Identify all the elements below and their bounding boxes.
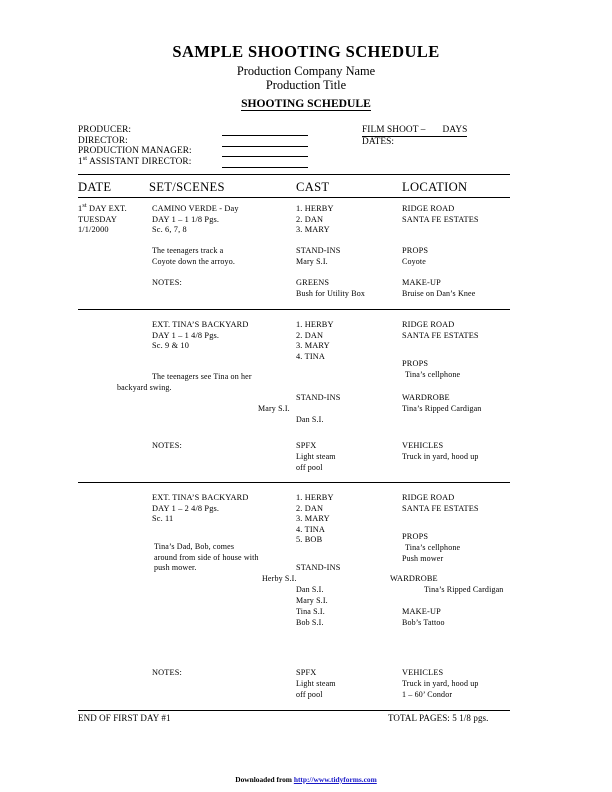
block3-standin-item: Mary S.I. xyxy=(296,596,328,605)
column-header-underline-rule xyxy=(78,197,510,198)
block1-greens-value: Bush for Utility Box xyxy=(296,289,366,298)
block2-wardrobe-label: WARDROBE xyxy=(402,393,450,402)
production-manager-field[interactable] xyxy=(222,156,308,157)
film-shoot-days-line xyxy=(362,125,467,137)
director-label: DIRECTOR: xyxy=(78,135,128,146)
block2-spfx-item: Light steam xyxy=(296,452,336,461)
block2-cast xyxy=(296,320,334,362)
dates-label: DATES: xyxy=(362,136,395,147)
film-shoot-block xyxy=(362,125,467,147)
production-company-name: Production Company Name xyxy=(236,64,376,78)
block1-notes-label: NOTES: xyxy=(152,278,182,287)
block1-scenes: Sc. 6, 7, 8 xyxy=(152,225,187,235)
block2-wardrobe-value: Tina’s Ripped Cardigan xyxy=(402,404,482,413)
block3-location-item: RIDGE ROAD xyxy=(402,493,455,502)
block3-wardrobe-label: WARDROBE xyxy=(390,574,438,583)
block2-notes-label: NOTES: xyxy=(152,441,182,450)
block1-standin-item: Mary S.I. xyxy=(296,257,328,266)
column-header-date: DATE xyxy=(78,180,112,194)
block1-day-pages: DAY 1 – 1 1/8 Pgs. xyxy=(152,214,220,224)
block3-spfx-item: Light steam xyxy=(296,679,336,688)
block3-location-item: SANTA FE ESTATES xyxy=(402,503,479,513)
end-of-day-label: END OF FIRST DAY #1 xyxy=(78,713,171,723)
block2-props-item: Tina’s cellphone xyxy=(405,370,461,379)
download-attribution-prefix: Downloaded from xyxy=(235,775,294,784)
section-heading-text: SHOOTING SCHEDULE xyxy=(241,97,371,110)
block2-spfx-item: off pool xyxy=(296,463,323,472)
block2-spfx-label: SPFX xyxy=(296,441,317,450)
block3-vehicles-label: VEHICLES xyxy=(402,668,444,677)
block3-makeup-value: Bob’s Tattoo xyxy=(402,618,445,627)
ordinal-suffix: st xyxy=(82,154,88,162)
section-heading xyxy=(0,97,612,110)
block2-desc-line-1: The teenagers see Tina on her xyxy=(152,372,252,381)
block2-desc-line-2: backyard swing. xyxy=(117,383,172,392)
block1-desc-line-2: Coyote down the arroyo. xyxy=(152,256,235,266)
director-field[interactable] xyxy=(222,146,308,147)
column-header-location: LOCATION xyxy=(402,180,468,194)
download-attribution xyxy=(0,775,612,784)
block2-set: EXT. TINA’S BACKYARD xyxy=(152,320,249,329)
block2-divider-rule xyxy=(78,482,510,483)
block3-cast-item: 2. DAN xyxy=(296,503,324,513)
block3-wardrobe-value: Tina’s Ripped Cardigan xyxy=(424,585,504,594)
block1-divider-rule xyxy=(78,309,510,310)
block2-props-label: PROPS xyxy=(402,359,429,368)
block1-weekday: TUESDAY xyxy=(78,214,118,224)
block3-props-label: PROPS xyxy=(402,532,429,541)
block2-day-pages: DAY 1 – 1 4/8 Pgs. xyxy=(152,330,220,340)
crew-labels xyxy=(78,125,192,167)
block2-vehicles-label: VEHICLES xyxy=(402,441,444,450)
block1-makeup-value: Bruise on Dan’s Knee xyxy=(402,289,476,298)
block3-spfx-item: off pool xyxy=(296,690,323,699)
block3-set-scenes xyxy=(152,493,249,525)
page-title: SAMPLE SHOOTING SCHEDULE xyxy=(172,42,440,61)
film-shoot-days: FILM SHOOT – DAYS xyxy=(362,125,468,135)
total-pages-label: TOTAL PAGES: 5 1/8 pgs. xyxy=(388,713,489,723)
block1-location xyxy=(402,204,479,225)
block3-vehicles-item: Truck in yard, hood up xyxy=(402,679,479,688)
header-divider-rule xyxy=(78,174,510,175)
block2-location-item: RIDGE ROAD xyxy=(402,320,455,329)
block1-set-scenes xyxy=(152,204,239,236)
block3-cast-item: 1. HERBY xyxy=(296,493,334,502)
block1-standins-label: STAND-INS xyxy=(296,246,341,255)
block2-set-scenes xyxy=(152,320,249,352)
block1-location-item: SANTA FE ESTATES xyxy=(402,214,479,224)
block1-desc-line-1: The teenagers track a xyxy=(152,246,224,255)
block3-standin-item: Tina S.I. xyxy=(296,607,325,616)
block1-cast-item: 3. MARY xyxy=(296,225,330,235)
block3-description xyxy=(154,542,259,574)
block3-spfx-label: SPFX xyxy=(296,668,317,677)
first-assistant-director-field[interactable] xyxy=(222,167,308,168)
block1-makeup-label: MAKE-UP xyxy=(402,278,441,287)
column-header-set-scenes: SET/SCENES xyxy=(149,180,225,194)
block1-greens-label: GREENS xyxy=(296,278,330,287)
block3-props-item: Tina’s cellphone xyxy=(405,543,461,552)
block1-date-value: 1/1/2000 xyxy=(78,225,109,235)
block3-cast-item: 5. BOB xyxy=(296,535,323,545)
block1-set: CAMINO VERDE - Day xyxy=(152,204,239,213)
block3-desc-line-1: Tina’s Dad, Bob, comes xyxy=(154,542,235,551)
block3-scenes: Sc. 11 xyxy=(152,514,174,524)
footer-divider-rule xyxy=(78,710,510,711)
tidyforms-link[interactable]: http://www.tidyforms.com xyxy=(293,775,377,784)
block3-location xyxy=(402,493,479,514)
block3-cast-item: 4. TINA xyxy=(296,524,326,534)
block1-cast-item: 2. DAN xyxy=(296,214,324,224)
block2-standin-item: Mary S.I. xyxy=(258,404,290,413)
production-title: Production Title xyxy=(265,78,347,92)
block2-standins-label: STAND-INS xyxy=(296,393,341,402)
block2-location xyxy=(402,320,479,341)
block3-makeup-label: MAKE-UP xyxy=(402,607,441,616)
column-header-cast: CAST xyxy=(296,180,330,194)
production-manager-label: PRODUCTION MANAGER: xyxy=(78,146,192,157)
block1-props-label: PROPS xyxy=(402,246,429,255)
block2-vehicles-item: Truck in yard, hood up xyxy=(402,452,479,461)
block3-cast-item: 3. MARY xyxy=(296,514,330,524)
block1-cast-item: 1. HERBY xyxy=(296,204,334,213)
block3-vehicles-item: 1 – 60’ Condor xyxy=(402,690,453,699)
block3-desc-line-3: push mower. xyxy=(154,563,197,573)
block2-scenes: Sc. 9 & 10 xyxy=(152,341,189,351)
block2-standin-item: Dan S.I. xyxy=(296,415,324,424)
block1-day-label: 1st DAY EXT. xyxy=(78,202,127,213)
block3-standin-item: Herby S.I. xyxy=(262,574,297,583)
block2-cast-item: 1. HERBY xyxy=(296,320,334,329)
producer-label: PRODUCER: xyxy=(78,125,132,135)
block2-cast-item: 4. TINA xyxy=(296,351,326,361)
block2-location-item: SANTA FE ESTATES xyxy=(402,330,479,340)
producer-field[interactable] xyxy=(222,135,308,136)
block1-date xyxy=(78,204,127,236)
block2-cast-item: 2. DAN xyxy=(296,330,324,340)
block3-standin-item: Dan S.I. xyxy=(296,585,324,594)
first-assistant-director-label: 1st ASSISTANT DIRECTOR: xyxy=(78,154,192,167)
ordinal-suffix: st xyxy=(82,202,87,210)
block3-cast xyxy=(296,493,334,546)
block3-notes-label: NOTES: xyxy=(152,668,182,677)
block3-standins-label: STAND-INS xyxy=(296,563,341,572)
block3-desc-line-2: around from side of house with xyxy=(154,552,259,562)
block2-cast-item: 3. MARY xyxy=(296,341,330,351)
block1-cast xyxy=(296,204,334,236)
block3-standin-item: Bob S.I. xyxy=(296,618,324,627)
block1-location-item: RIDGE ROAD xyxy=(402,204,455,213)
block1-props-item: Coyote xyxy=(402,257,427,266)
block3-set: EXT. TINA’S BACKYARD xyxy=(152,493,249,502)
block3-day-pages: DAY 1 – 2 4/8 Pgs. xyxy=(152,503,220,513)
block3-props-item: Push mower xyxy=(402,554,444,563)
block1-description xyxy=(152,246,235,267)
